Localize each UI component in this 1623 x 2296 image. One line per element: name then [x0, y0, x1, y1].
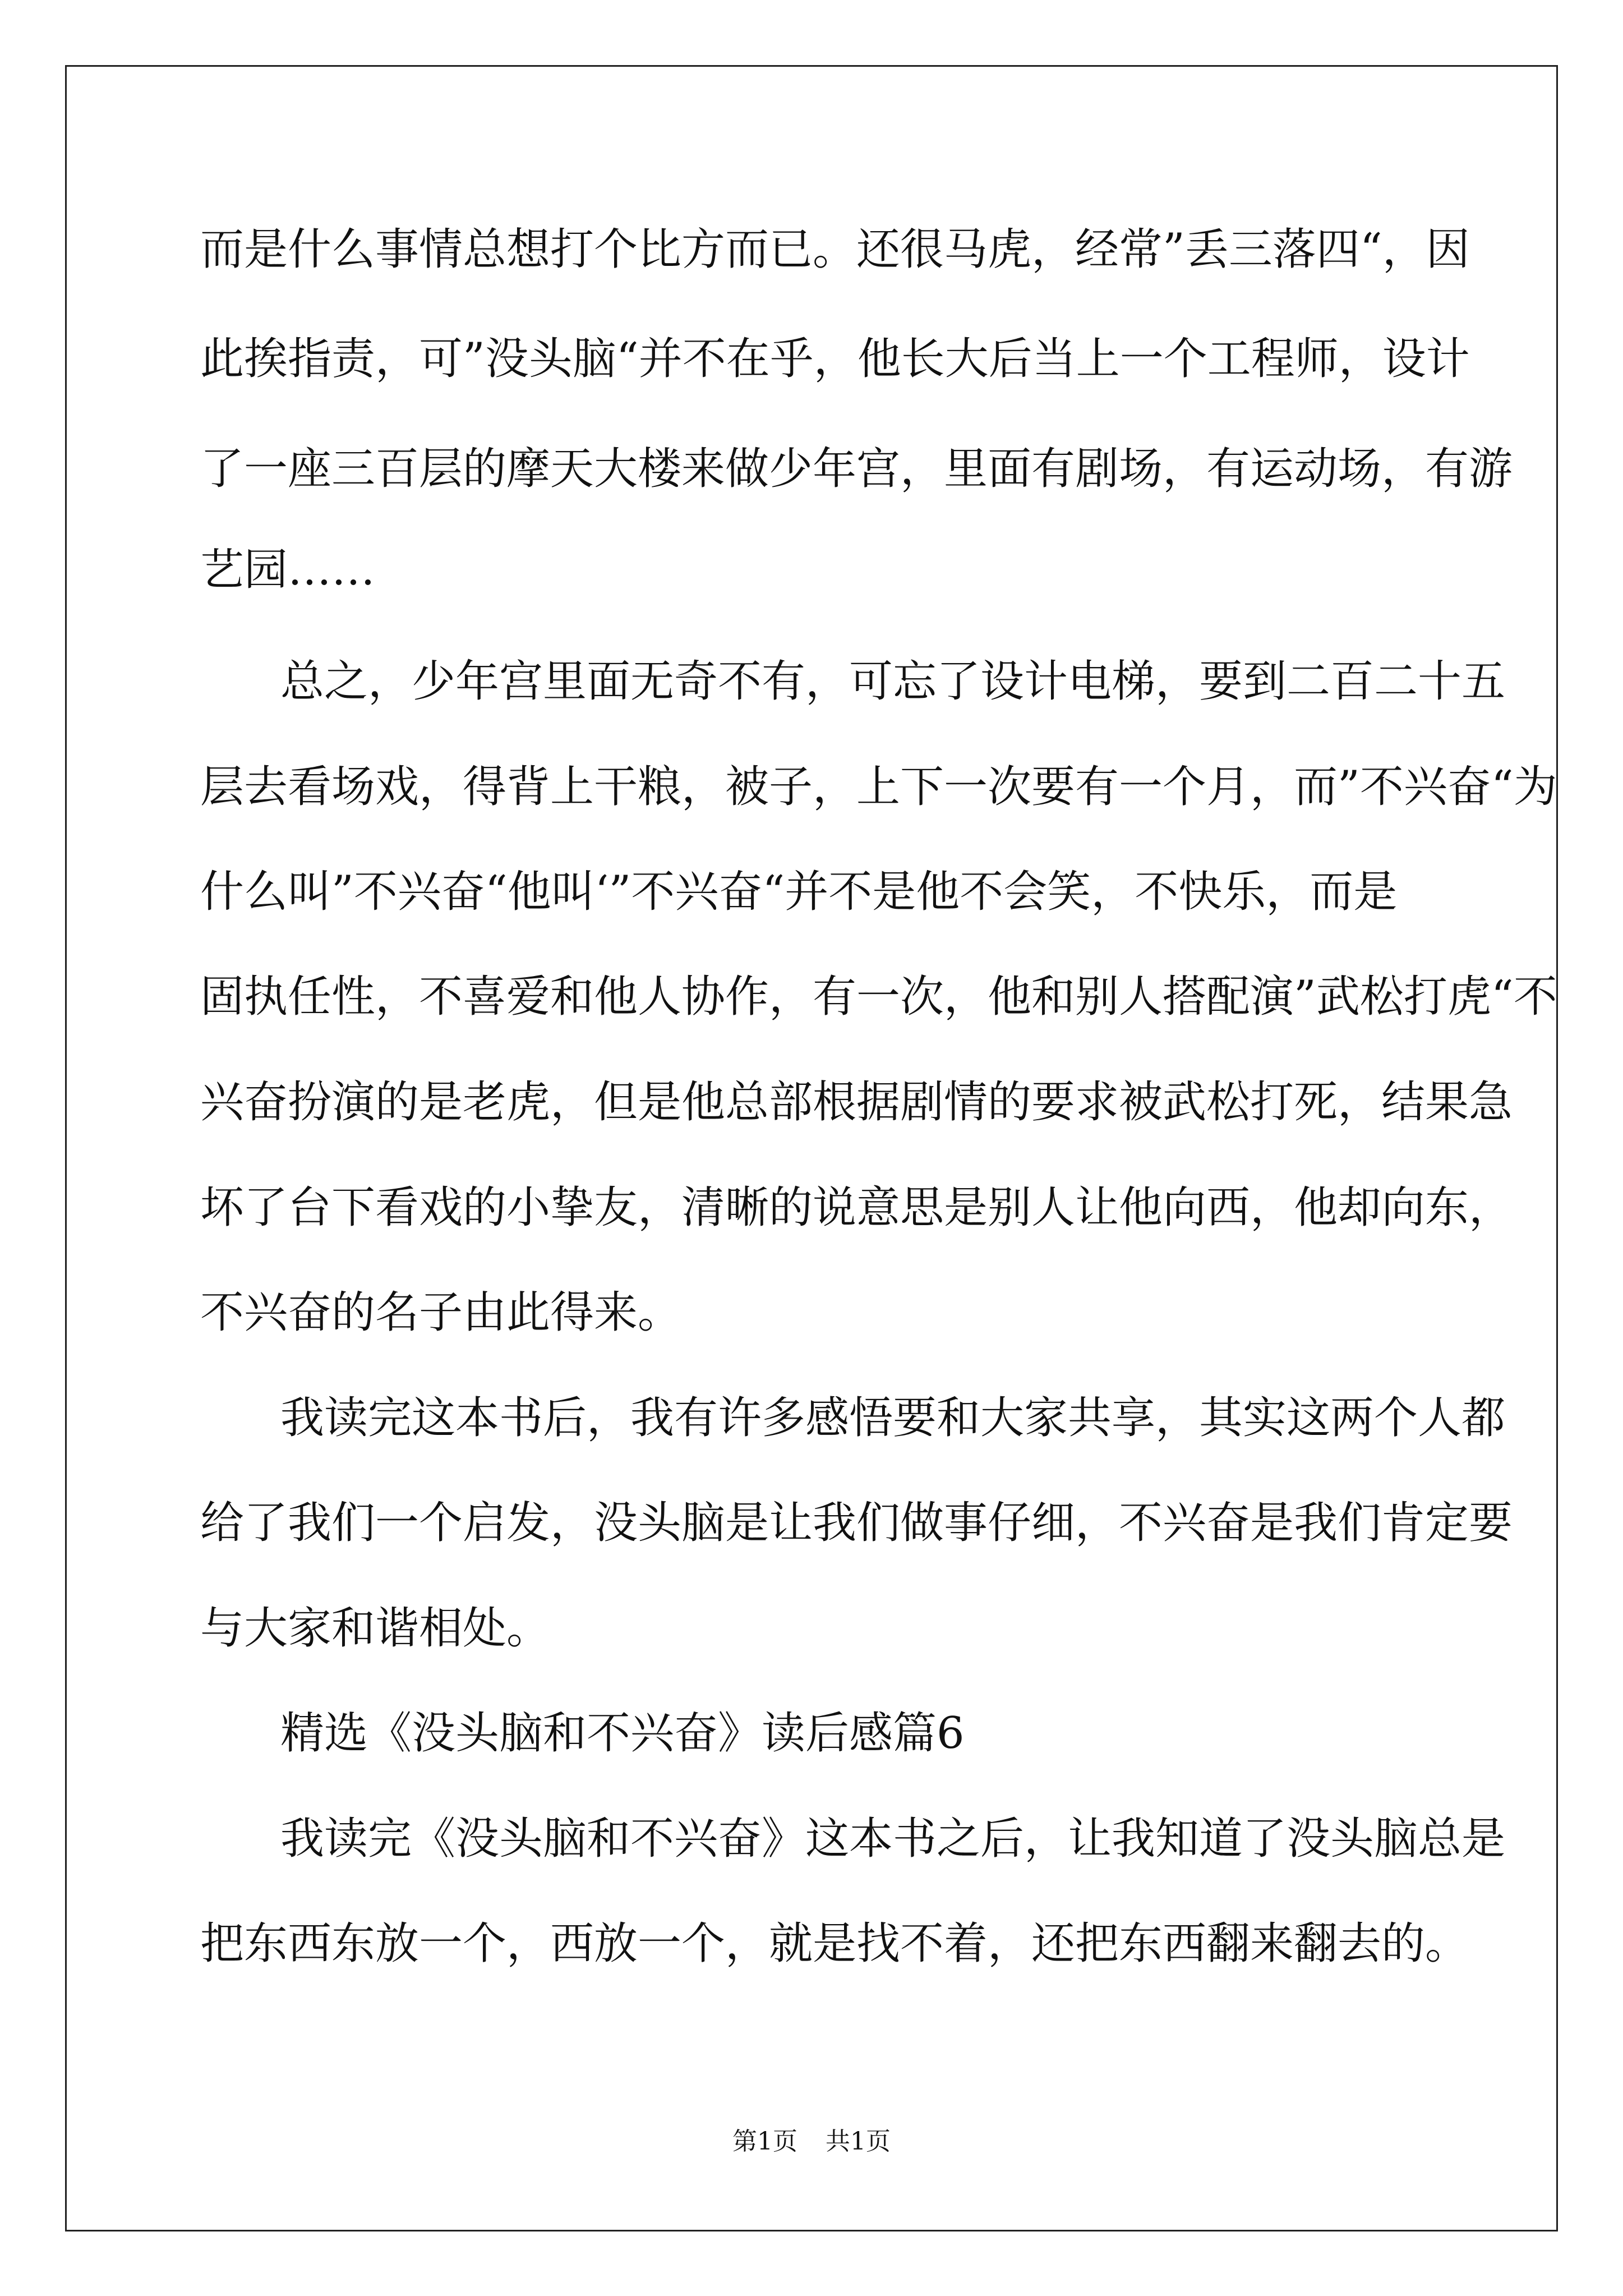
- text-line: 此挨指责，可”没头脑“并不在乎，他长大后当上一个工程师，设计: [200, 334, 1470, 384]
- paragraph-start-line: 我读完《没头脑和不兴奋》这本书之后，让我知道了没头脑总是: [280, 1814, 1506, 1864]
- text-line: 什么叫”不兴奋“他叫‘”不兴奋“并不是他不会笑，不快乐，而是: [200, 867, 1398, 917]
- text-line: 与大家和谐相处。: [200, 1603, 551, 1654]
- text-line: 艺园……: [200, 545, 376, 595]
- section-heading: 精选《没头脑和不兴奋》读后感篇6: [280, 1708, 965, 1759]
- page-footer: [0, 2125, 1623, 2159]
- page-number: 第1页: [732, 2127, 797, 2156]
- text-line: 层去看场戏，得背上干粮，被子，上下一次要有一个月，而”不兴奋“为: [200, 762, 1557, 812]
- text-line: 坏了台下看戏的小挚友，清晰的说意思是别人让他向西，他却向东，: [200, 1182, 1513, 1233]
- page-total: 共1页: [826, 2127, 891, 2156]
- text-line: 兴奋扮演的是老虎，但是他总部根据剧情的要求被武松打死，结果急: [200, 1077, 1513, 1128]
- page-border: [65, 65, 1558, 2231]
- paragraph-start-line: 总之，少年宫里面无奇不有，可忘了设计电梯，要到二百二十五: [280, 656, 1506, 707]
- text-line: 把东西东放一个，西放一个，就是找不着，还把东西翻来翻去的。: [200, 1918, 1469, 1969]
- text-line: 固执任性，不喜爱和他人协作，有一次，他和别人搭配演”武松打虎“不: [200, 972, 1557, 1022]
- paragraph-start-line: 我读完这本书后，我有许多感悟要和大家共享，其实这两个人都: [280, 1393, 1506, 1443]
- text-line: 不兴奋的名子由此得来。: [200, 1287, 682, 1338]
- text-line: 给了我们一个启发，没头脑是让我们做事仔细，不兴奋是我们肯定要: [200, 1498, 1513, 1548]
- text-line: 了一座三百层的摩天大楼来做少年宫，里面有剧场，有运动场，有游: [200, 444, 1513, 494]
- text-line: 而是什么事情总想打个比方而已。还很马虎，经常”丢三落四“，因: [200, 224, 1470, 275]
